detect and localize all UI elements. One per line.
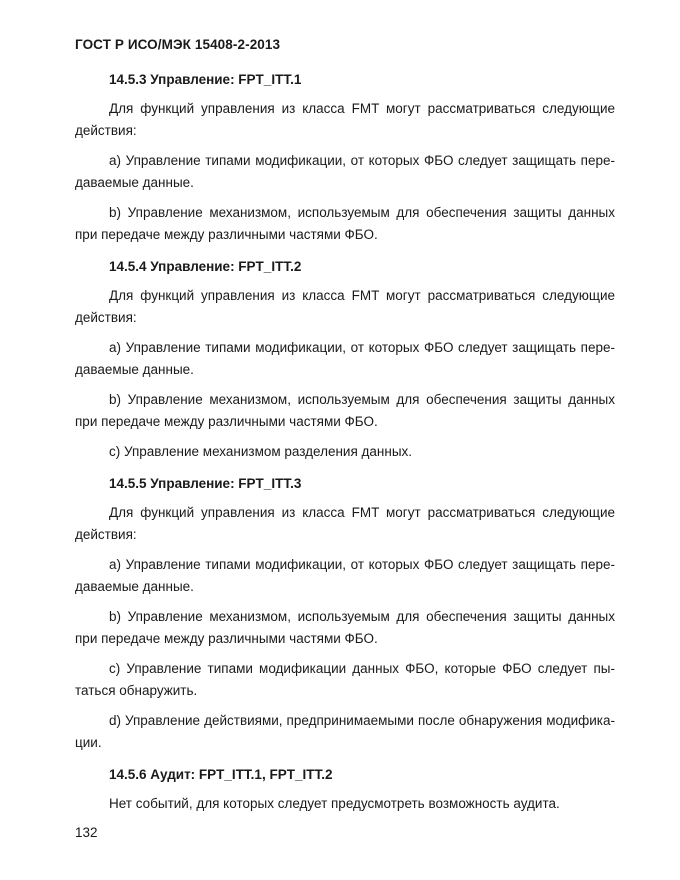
document-body: [75, 69, 615, 823]
section-heading: 14.5.6 Аудит: FPT_ITT.1, FPT_ITT.2: [109, 767, 333, 782]
list-item-a: a) Управление типами модификации, от которых ФБО следует защищать пере-даваемые данные.: [75, 153, 615, 190]
page-number: 132: [75, 825, 98, 840]
list-item-a: a) Управление типами модификации, от которых ФБО следует защищать пере-даваемые данные.: [75, 557, 615, 594]
list-item-a: a) Управление типами модификации, от которых ФБО следует защищать пере-даваемые данные.: [75, 340, 615, 377]
section-heading: 14.5.4 Управление: FPT_ITT.2: [109, 259, 302, 274]
list-item-b: b) Управление механизмом, используемым для обеспечения защиты данных при передаче между различными частями ФБО.: [75, 392, 615, 429]
section-heading: 14.5.3 Управление: FPT_ITT.1: [109, 72, 302, 87]
section-14-5-5: [75, 473, 615, 754]
list-item-d: d) Управление действиями, предпринимаемыми после обнаружения модифика-ции.: [75, 713, 615, 750]
section-14-5-6: [75, 764, 615, 815]
paragraph: Для функций управления из класса FMT могут рассматриваться следующие действия:: [75, 505, 615, 542]
paragraph: Для функций управления из класса FMT могут рассматриваться следующие действия:: [75, 101, 615, 138]
paragraph: Для функций управления из класса FMT могут рассматриваться следующие действия:: [75, 288, 615, 325]
list-item-c: c) Управление типами модификации данных ФБО, которые ФБО следует пы-таться обнаружить.: [75, 661, 615, 698]
paragraph: Нет событий, для которых следует предусмотреть возможность аудита.: [109, 796, 560, 811]
list-item-c: c) Управление механизмом разделения данных.: [109, 444, 413, 459]
section-14-5-4: [75, 256, 615, 463]
list-item-b: b) Управление механизмом, используемым для обеспечения защиты данных при передаче между различными частями ФБО.: [75, 609, 615, 646]
section-heading: 14.5.5 Управление: FPT_ITT.3: [109, 476, 302, 491]
list-item-b: b) Управление механизмом, используемым для обеспечения защиты данных при передаче между различными частями ФБО.: [75, 205, 615, 242]
section-14-5-3: [75, 69, 615, 246]
document-header: ГОСТ Р ИСО/МЭК 15408-2-2013: [75, 37, 281, 52]
